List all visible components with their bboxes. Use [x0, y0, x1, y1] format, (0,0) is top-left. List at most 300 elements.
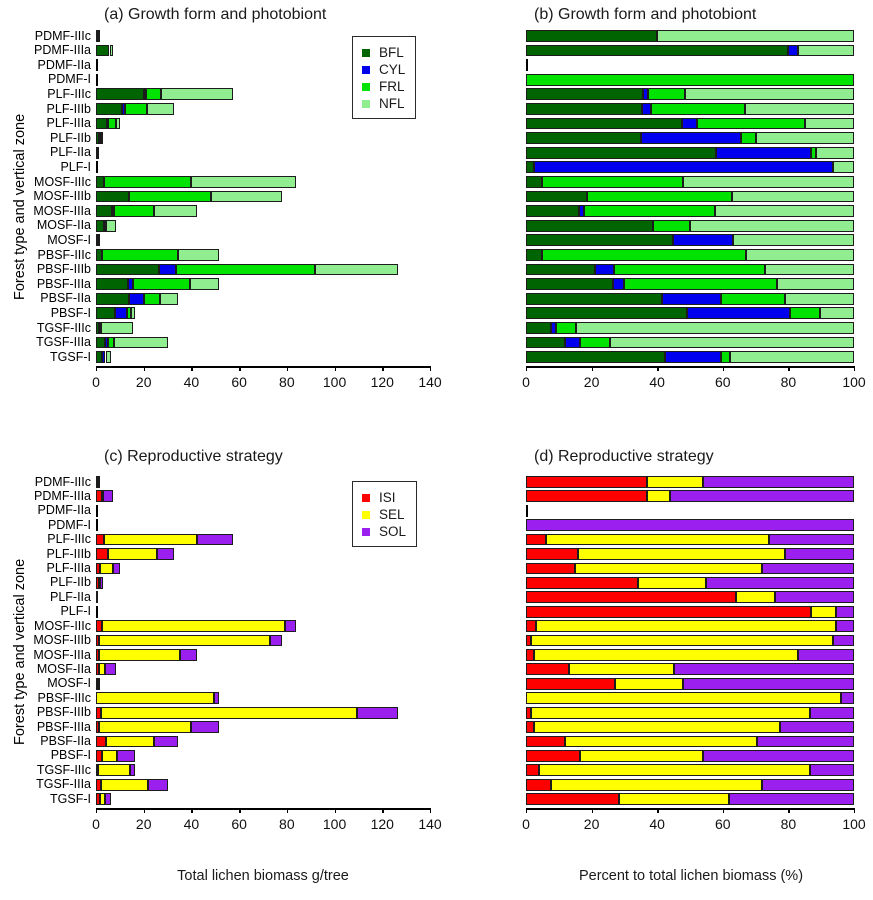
bar-segment-nfl	[816, 147, 854, 159]
bar-segment-nfl	[610, 337, 854, 349]
bar-segment-sel	[526, 692, 841, 704]
x-axis-tick-label: 80	[780, 374, 797, 391]
x-axis-tick-label: 100	[322, 816, 347, 833]
bar-segment-bfl	[96, 278, 128, 290]
bar-segment-bfl	[526, 191, 587, 203]
x-axis-tick-label: 140	[418, 816, 442, 833]
x-axis-tick-label: 20	[583, 816, 600, 833]
bar-segment-sol	[157, 548, 173, 560]
bar-segment-sel	[551, 779, 763, 791]
bar-segment-frl	[144, 293, 160, 305]
x-axis-tick	[382, 366, 383, 371]
bar-segment-nfl	[98, 30, 101, 42]
bar-segment-nfl	[315, 264, 397, 276]
category-label: MOSF-IIIb	[33, 189, 91, 204]
bar-segment-cyl	[682, 118, 697, 130]
bar-segment-sol	[841, 692, 854, 704]
bar-segment-cyl	[642, 103, 651, 115]
bar-segment-nfl	[116, 118, 120, 130]
bar-segment-frl	[102, 249, 178, 261]
bar-segment-sel	[638, 577, 707, 589]
legend-swatch-nfl	[362, 100, 370, 108]
category-label: PBSF-IIa	[40, 734, 91, 749]
bar-segment-isi	[526, 649, 534, 661]
x-axis-tick	[592, 808, 593, 813]
bar-segment-bfl	[96, 293, 129, 305]
bar-segment-isi	[526, 793, 619, 805]
bar-segment-sel	[531, 635, 833, 647]
bar-segment-bfl	[96, 337, 105, 349]
category-label: MOSF-IIIa	[33, 647, 91, 662]
bar-segment-sel	[102, 750, 117, 762]
bar-segment-sel	[534, 721, 780, 733]
bar-segment-sel	[578, 548, 785, 560]
bar-segment-cyl	[641, 132, 741, 144]
bar-segment-bfl	[526, 88, 643, 100]
category-label: PBSF-IIIa	[36, 719, 91, 734]
bar-segment-nfl	[101, 132, 103, 144]
bar-segment-sol	[674, 663, 854, 675]
bar-segment-nfl	[191, 176, 297, 188]
bar-segment-sol	[270, 635, 282, 647]
y-axis-label-top: Forest type and vertical zone	[12, 113, 28, 300]
x-axis-tick-label: 100	[322, 374, 347, 391]
bar-segment-sol	[117, 750, 135, 762]
category-label: PLF-IIIb	[46, 101, 91, 116]
bar-segment-sol	[214, 692, 219, 704]
bar-segment-cyl	[534, 161, 832, 173]
bar-segment-bfl	[526, 234, 673, 246]
bar-segment-cyl	[665, 351, 721, 363]
bar-segment-frl	[721, 351, 730, 363]
panel-b-title: (b) Growth form and photobiont	[534, 6, 757, 23]
bar-segment-isi	[526, 606, 811, 618]
x-axis-tick	[854, 808, 855, 813]
bar-segment-isi	[96, 534, 104, 546]
x-axis-tick-label: 80	[279, 816, 295, 833]
bar-segment-nfl	[746, 249, 854, 261]
bar-segment-isi	[526, 620, 536, 632]
bar-segment-nfl	[798, 45, 854, 57]
category-label: PBSF-IIa	[40, 291, 91, 306]
bar-segment-frl	[584, 205, 715, 217]
x-axis-tick-label: 80	[279, 374, 295, 391]
bar-segment-sel	[108, 548, 157, 560]
bar-segment-isi	[96, 548, 108, 560]
category-label: PBSF-IIIb	[36, 705, 91, 720]
bar-segment-frl	[790, 307, 820, 319]
bar-segment-nfl	[683, 176, 854, 188]
bar-segment-nfl	[833, 161, 854, 173]
bar-segment-cyl	[613, 278, 624, 290]
tiny-bar	[96, 505, 98, 517]
x-axis-tick-label: 40	[649, 374, 665, 391]
category-label: PDMF-IIa	[37, 57, 91, 72]
bar-segment-nfl	[730, 351, 854, 363]
bar-segment-cyl	[565, 337, 580, 349]
category-label: PDMF-IIIc	[34, 474, 91, 489]
bar-segment-bfl	[526, 264, 595, 276]
x-axis-tick	[144, 808, 145, 813]
bar-segment-bfl	[526, 322, 551, 334]
bar-segment-sol	[113, 563, 120, 575]
bar-segment-sel	[99, 721, 191, 733]
category-label: PLF-IIa	[50, 589, 91, 604]
bar-segment-nfl	[131, 307, 135, 319]
bar-segment-sel	[531, 707, 810, 719]
x-axis-tick	[657, 808, 658, 813]
x-axis-tick-label: 80	[780, 816, 797, 833]
bar-segment-sol	[833, 635, 854, 647]
legend-label: SEL	[379, 507, 405, 522]
bar-segment-sel	[99, 635, 270, 647]
bar-segment-sol	[100, 577, 103, 589]
legend-label: SOL	[379, 524, 407, 539]
category-label: MOSF-IIIb	[33, 633, 91, 648]
category-label: TGSF-IIIa	[36, 777, 91, 792]
bar-segment-isi	[526, 548, 578, 560]
x-axis-tick	[382, 808, 383, 813]
bar-segment-bfl	[526, 307, 687, 319]
bar-segment-bfl	[526, 103, 642, 115]
legend-item-sol	[362, 523, 406, 540]
x-axis-tick-label: 60	[715, 374, 731, 391]
bar-segment-sol	[191, 721, 219, 733]
category-label: TGSF-I	[50, 791, 91, 806]
bar-segment-isi	[526, 534, 546, 546]
x-axis-tick-label: 60	[231, 816, 247, 833]
bar-segment-frl	[133, 278, 190, 290]
bar-segment-sol	[706, 577, 854, 589]
category-label: PLF-IIb	[50, 575, 91, 590]
x-axis-tick-label: 0	[92, 374, 100, 391]
bar-segment-bfl	[526, 205, 579, 217]
bar-segment-frl	[108, 118, 116, 130]
bar-segment-sol	[526, 519, 854, 531]
category-label: PLF-IIa	[50, 145, 91, 160]
x-axis-tick-label: 140	[418, 374, 442, 391]
bar-segment-sol	[785, 548, 854, 560]
bar-segment-sel	[536, 620, 836, 632]
bar-segment-nfl	[190, 278, 219, 290]
bar-segment-nfl	[765, 264, 854, 276]
bar-segment-sel	[736, 591, 775, 603]
bar-segment-sel	[99, 649, 180, 661]
bar-segment-isi	[526, 591, 736, 603]
bar-segment-bfl	[526, 45, 788, 57]
bar-segment-nfl	[805, 118, 854, 130]
bar-segment-sol	[105, 793, 111, 805]
bar-segment-sol	[670, 490, 854, 502]
category-label: MOSF-I	[47, 232, 91, 247]
bar-segment-nfl	[147, 103, 174, 115]
bar-segment-bfl	[526, 132, 641, 144]
legend-swatch-isi	[362, 494, 370, 502]
bar-segment-sol	[729, 793, 854, 805]
category-label: PDMF-IIIa	[34, 488, 91, 503]
x-axis-tick	[287, 366, 288, 371]
bar-segment-nfl	[576, 322, 854, 334]
bar-segment-sel	[101, 707, 357, 719]
y-axis-label-bottom: Forest type and vertical zone	[12, 558, 28, 745]
bar-segment-sol	[769, 534, 854, 546]
bar-segment-sol	[836, 620, 854, 632]
bar-segment-nfl	[110, 45, 113, 57]
bar-segment-cyl	[662, 293, 722, 305]
bar-segment-frl	[114, 205, 154, 217]
x-axis-tick	[335, 808, 336, 813]
bar-segment-frl	[146, 88, 162, 100]
legend-label: CYL	[379, 62, 406, 77]
x-axis-tick-label: 20	[135, 816, 152, 833]
bar-segment-nfl	[756, 132, 854, 144]
bar-segment-sol	[703, 750, 854, 762]
category-label: MOSF-IIIc	[34, 618, 91, 633]
x-axis-tick-label: 0	[92, 816, 100, 833]
category-label: PLF-IIIc	[47, 86, 91, 101]
bar-segment-sol	[154, 736, 178, 748]
legend-swatch-bfl	[362, 49, 370, 57]
bar-segment-sol	[103, 490, 112, 502]
x-axis-tick-label: 100	[842, 816, 866, 833]
bar-segment-nfl	[745, 103, 854, 115]
bar-segment-sol	[98, 678, 100, 690]
bar-segment-nfl	[211, 191, 282, 203]
legend-item-bfl	[362, 44, 405, 61]
bar-segment-bfl	[526, 351, 665, 363]
bar-segment-sol	[762, 779, 854, 791]
bar-segment-bfl	[96, 220, 104, 232]
bar-segment-frl	[542, 249, 745, 261]
bar-segment-sol	[810, 707, 854, 719]
category-label: MOSF-IIa	[36, 661, 91, 676]
bar-segment-bfl	[526, 249, 542, 261]
bar-segment-sel	[96, 692, 214, 704]
x-axis-tick-label: 100	[842, 374, 866, 391]
bar-segment-isi	[526, 678, 615, 690]
tiny-bar	[96, 161, 98, 173]
bar-segment-sel	[101, 779, 148, 791]
x-axis-tick	[526, 808, 527, 813]
x-axis-line	[96, 808, 431, 809]
category-label: PLF-IIIa	[46, 116, 91, 131]
legend-item-isi	[362, 489, 406, 506]
category-label: PDMF-IIIa	[34, 43, 91, 58]
category-label: PBSF-I	[50, 305, 91, 320]
bar-segment-bfl	[526, 293, 662, 305]
legend	[352, 36, 416, 119]
x-axis-line	[526, 808, 855, 809]
bar-segment-bfl	[96, 88, 144, 100]
category-label: MOSF-IIa	[36, 218, 91, 233]
bar-segment-isi	[526, 779, 551, 791]
category-label: PLF-IIIc	[47, 532, 91, 547]
x-axis-tick	[335, 366, 336, 371]
bar-segment-nfl	[160, 293, 177, 305]
legend-label: NFL	[379, 96, 405, 111]
legend-label: BFL	[379, 45, 404, 60]
bar-segment-nfl	[777, 278, 854, 290]
category-label: PBSF-I	[50, 748, 91, 763]
bar-segment-sel	[104, 534, 197, 546]
category-label: PDMF-IIa	[37, 503, 91, 518]
bar-segment-isi	[526, 563, 575, 575]
category-label: TGSF-IIIa	[36, 335, 91, 350]
bar-segment-nfl	[785, 293, 854, 305]
x-axis-tick	[592, 366, 593, 371]
bar-segment-sol	[98, 476, 100, 488]
x-axis-tick-label: 120	[370, 374, 394, 391]
bar-segment-frl	[653, 220, 690, 232]
bar-segment-sol	[798, 649, 854, 661]
bar-segment-bfl	[96, 103, 122, 115]
legend-swatch-frl	[362, 83, 370, 91]
zero-bar-tick	[526, 505, 528, 517]
bar-segment-sol	[357, 707, 398, 719]
bar-segment-sol	[197, 534, 233, 546]
bar-segment-nfl	[101, 322, 133, 334]
bar-segment-frl	[129, 191, 211, 203]
legend-label: FRL	[379, 79, 405, 94]
x-axis-tick	[526, 366, 527, 371]
bar-segment-sol	[285, 620, 296, 632]
bar-segment-bfl	[96, 45, 109, 57]
bar-segment-cyl	[687, 307, 790, 319]
bar-segment-bfl	[526, 30, 657, 42]
bar-segment-bfl	[96, 264, 159, 276]
legend-item-nfl	[362, 95, 405, 112]
category-label: TGSF-IIIc	[36, 762, 91, 777]
bar-segment-sel	[811, 606, 836, 618]
bar-segment-isi	[526, 663, 569, 675]
x-axis-tick-label: 120	[370, 816, 394, 833]
bar-segment-sel	[106, 736, 154, 748]
bar-segment-isi	[526, 736, 565, 748]
bar-segment-frl	[125, 103, 147, 115]
bar-segment-sel	[580, 750, 703, 762]
bar-segment-bfl	[96, 118, 107, 130]
bar-segment-isi	[526, 764, 539, 776]
x-axis-tick	[788, 808, 789, 813]
category-label: MOSF-IIIc	[34, 174, 91, 189]
category-label: MOSF-I	[47, 676, 91, 691]
category-label: PDMF-IIIc	[34, 28, 91, 43]
panel-a-title: (a) Growth form and photobiont	[104, 6, 327, 23]
x-axis-tick	[191, 808, 192, 813]
x-axis-label-left: Total lichen biomass g/tree	[177, 868, 349, 884]
bar-segment-nfl	[715, 205, 854, 217]
bar-segment-frl	[648, 88, 685, 100]
bar-segment-sel	[539, 764, 810, 776]
bar-segment-nfl	[114, 337, 168, 349]
bar-segment-isi	[526, 490, 647, 502]
x-axis-tick-label: 40	[649, 816, 665, 833]
category-label: TGSF-IIIc	[36, 320, 91, 335]
bar-segment-sel	[647, 490, 670, 502]
bar-segment-nfl	[106, 351, 112, 363]
bar-segment-cyl	[159, 264, 176, 276]
bar-segment-sel	[98, 764, 130, 776]
bar-segment-frl	[542, 176, 683, 188]
tiny-bar	[96, 606, 98, 618]
x-axis-tick-label: 20	[583, 374, 600, 391]
category-label: PLF-IIb	[50, 130, 91, 145]
category-label: PBSF-IIIb	[36, 262, 91, 277]
bar-segment-cyl	[673, 234, 733, 246]
bar-segment-sel	[546, 534, 769, 546]
bar-segment-frl	[580, 337, 610, 349]
category-label: PLF-IIIa	[46, 561, 91, 576]
x-axis-tick	[430, 366, 431, 371]
category-label: PBSF-IIIc	[37, 247, 91, 262]
x-axis-label-right: Percent to total lichen biomass (%)	[578, 868, 804, 884]
tiny-bar	[96, 59, 98, 71]
bar-segment-frl	[176, 264, 316, 276]
legend-swatch-cyl	[362, 66, 370, 74]
bar-segment-bfl	[526, 220, 653, 232]
bar-segment-nfl	[161, 88, 233, 100]
category-label: MOSF-IIIa	[33, 203, 91, 218]
bar-segment-sol	[148, 779, 168, 791]
bar-segment-nfl	[685, 88, 854, 100]
category-label: PDMF-I	[47, 72, 91, 87]
bar-segment-nfl	[732, 191, 854, 203]
x-axis-tick	[96, 366, 97, 371]
x-axis-tick	[144, 366, 145, 371]
bar-segment-isi	[526, 476, 647, 488]
x-axis-line	[96, 366, 431, 367]
bar-segment-bfl	[96, 191, 129, 203]
x-axis-tick-label: 40	[183, 816, 200, 833]
panel-c-title: (c) Reproductive strategy	[104, 448, 283, 465]
x-axis-tick	[239, 366, 240, 371]
legend-swatch-sol	[362, 528, 370, 536]
bar-segment-cyl	[595, 264, 614, 276]
bar-segment-nfl	[154, 205, 197, 217]
category-label: TGSF-I	[50, 349, 91, 364]
x-axis-tick-label: 0	[522, 816, 530, 833]
bar-segment-sol	[105, 663, 116, 675]
x-axis-tick	[430, 808, 431, 813]
bar-segment-sol	[775, 591, 854, 603]
bar-segment-frl	[741, 132, 756, 144]
bar-segment-frl	[104, 176, 191, 188]
bar-segment-cyl	[97, 147, 99, 159]
bar-segment-bfl	[526, 176, 542, 188]
bar-segment-sel	[569, 663, 674, 675]
bar-segment-nfl	[98, 234, 100, 246]
bar-segment-sol	[683, 678, 854, 690]
zero-bar-tick	[526, 59, 528, 71]
x-axis-tick	[723, 366, 724, 371]
x-axis-tick-label: 60	[715, 816, 731, 833]
bar-segment-sel	[102, 620, 285, 632]
x-axis-tick	[287, 808, 288, 813]
bar-segment-nfl	[178, 249, 219, 261]
bar-segment-frl	[587, 191, 732, 203]
bar-segment-sol	[780, 721, 854, 733]
bar-segment-nfl	[657, 30, 854, 42]
x-axis-tick	[657, 366, 658, 371]
x-axis-tick-label: 60	[231, 374, 247, 391]
bar-segment-isi	[526, 721, 534, 733]
bar-segment-bfl	[96, 176, 104, 188]
bar-segment-bfl	[526, 337, 565, 349]
bar-segment-isi	[526, 577, 638, 589]
bar-segment-cyl	[115, 307, 127, 319]
tiny-bar	[96, 519, 98, 531]
bar-segment-frl	[721, 293, 784, 305]
